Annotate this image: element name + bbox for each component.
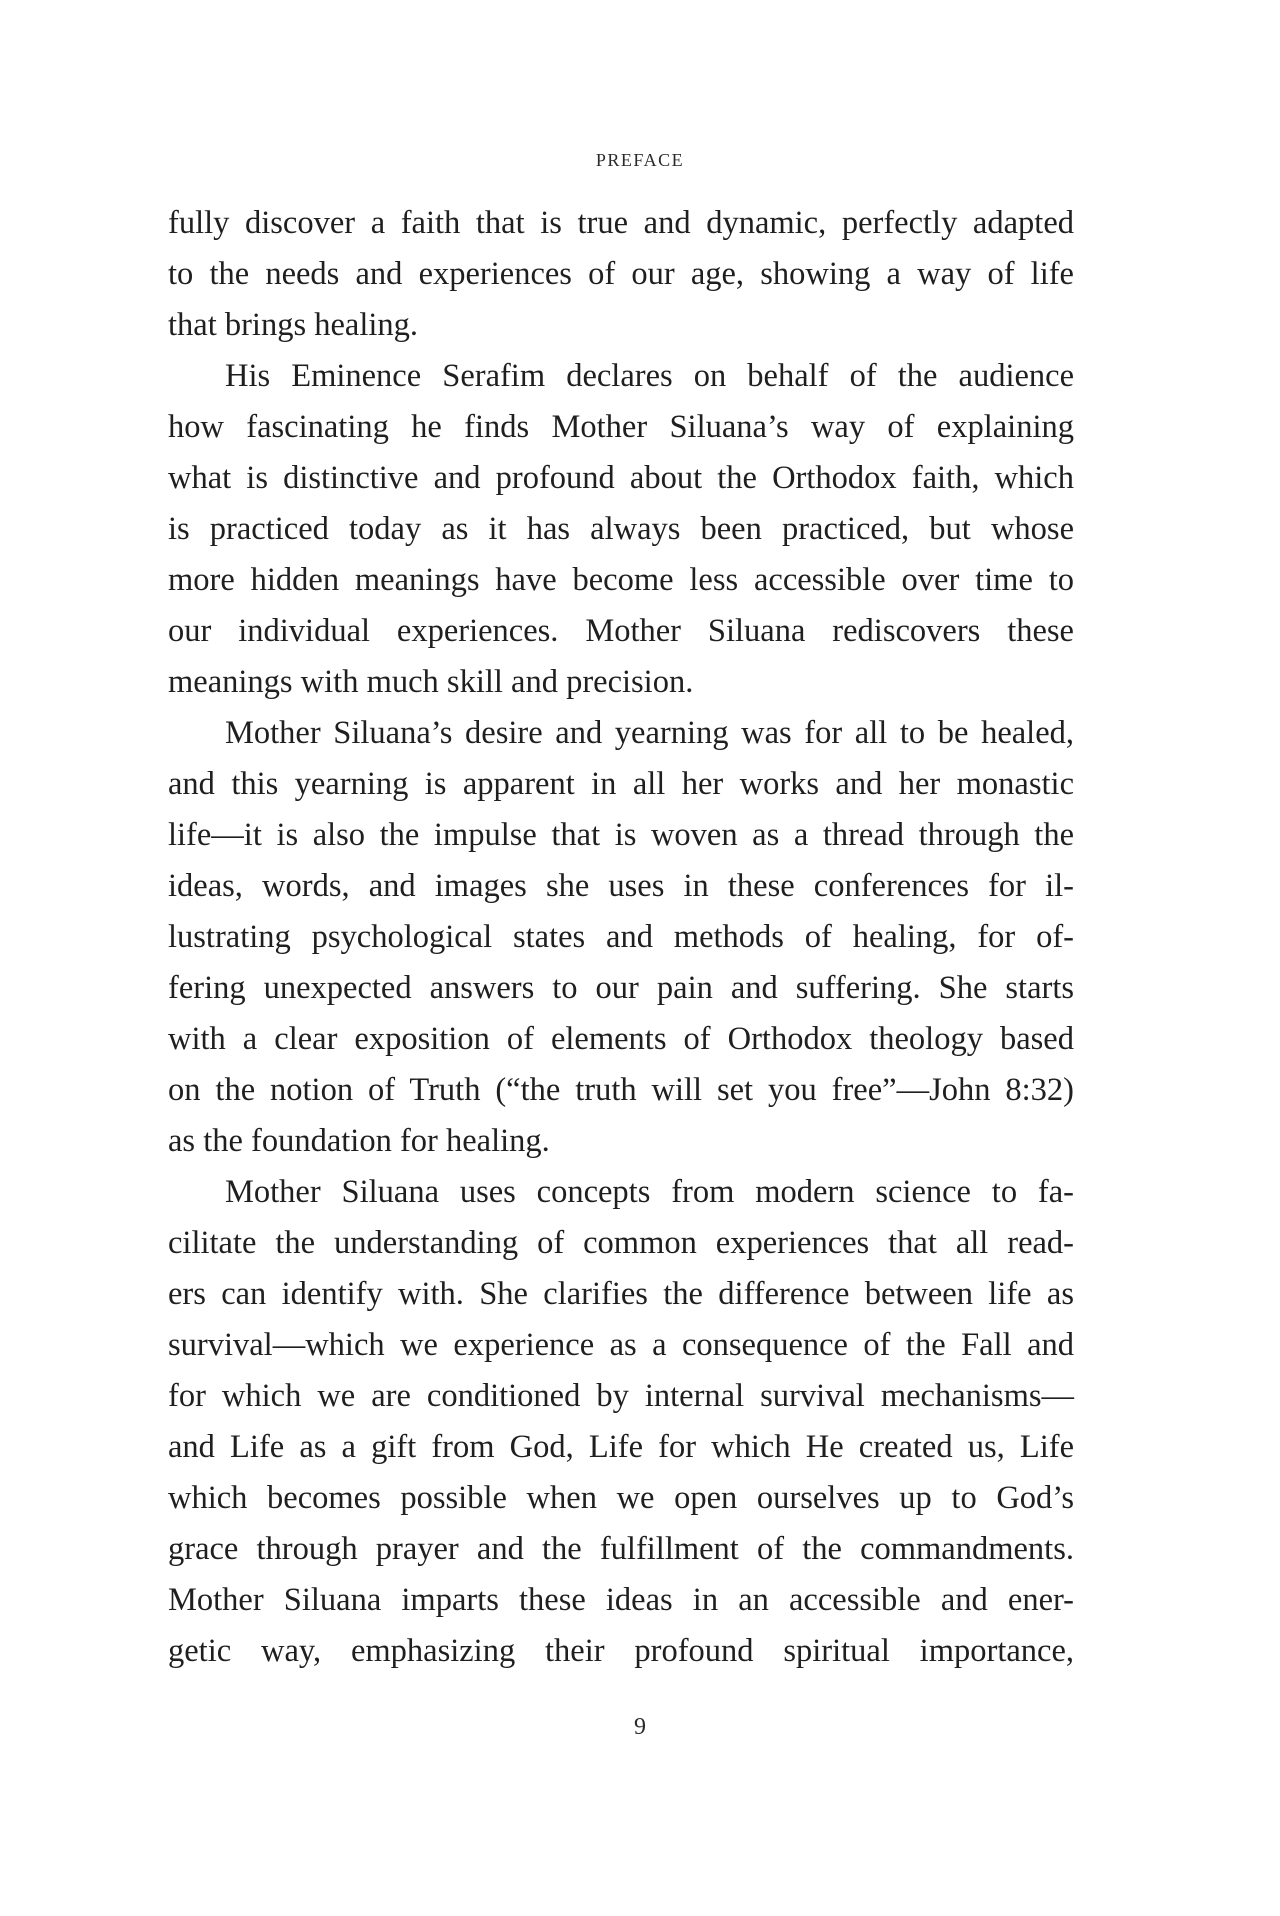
text-line: is practiced today as it has always been practiced, but whose: [168, 511, 1074, 547]
text-line: life—it is also the impulse that is woven as a thread through the: [168, 817, 1074, 853]
text-line: how fascinating he finds Mother Siluana’s way of explaining: [168, 409, 1074, 445]
body-text: [168, 198, 1074, 1677]
text-line: which becomes possible when we open ourselves up to God’s: [168, 1480, 1074, 1516]
text-line: lustrating psychological states and methods of healing, for of-: [168, 919, 1074, 955]
text-line: on the notion of Truth (“the truth will set you free”—John 8:32): [168, 1072, 1074, 1108]
page-number: 9: [634, 1714, 646, 1740]
text-line: fully discover a faith that is true and dynamic, perfectly adapted: [168, 205, 1074, 241]
text-line: His Eminence Serafim declares on behalf of the audience: [225, 358, 1074, 394]
text-line: grace through prayer and the fulfillment of the commandments.: [168, 1531, 1074, 1567]
text-line: getic way, emphasizing their profound spiritual importance,: [168, 1633, 1074, 1669]
text-line: ideas, words, and images she uses in these conferences for il-: [168, 868, 1074, 904]
text-line: fering unexpected answers to our pain and suffering. She starts: [168, 970, 1074, 1006]
text-line: and this yearning is apparent in all her works and her monastic: [168, 766, 1074, 802]
text-line: for which we are conditioned by internal survival mechanisms—: [168, 1378, 1074, 1414]
text-line: our individual experiences. Mother Siluana rediscovers these: [168, 613, 1074, 649]
text-line: as the foundation for healing.: [168, 1123, 550, 1159]
text-line: Mother Siluana uses concepts from modern science to fa-: [225, 1174, 1074, 1210]
text-line: more hidden meanings have become less accessible over time to: [168, 562, 1074, 598]
text-line: that brings healing.: [168, 307, 419, 343]
text-line: survival—which we experience as a consequence of the Fall and: [168, 1327, 1074, 1363]
text-line: and Life as a gift from God, Life for which He created us, Life: [168, 1429, 1074, 1465]
text-line: meanings with much skill and precision.: [168, 664, 694, 700]
text-line: what is distinctive and profound about the Orthodox faith, which: [168, 460, 1074, 496]
running-head: PREFACE: [595, 150, 685, 170]
text-line: cilitate the understanding of common experiences that all read-: [168, 1225, 1074, 1261]
text-line: ers can identify with. She clarifies the difference between life as: [168, 1276, 1074, 1312]
text-line: Mother Siluana imparts these ideas in an accessible and ener-: [168, 1582, 1074, 1618]
text-line: with a clear exposition of elements of Orthodox theology based: [168, 1021, 1074, 1057]
text-line: to the needs and experiences of our age, showing a way of life: [168, 256, 1074, 292]
text-line: Mother Siluana’s desire and yearning was for all to be healed,: [225, 715, 1074, 751]
